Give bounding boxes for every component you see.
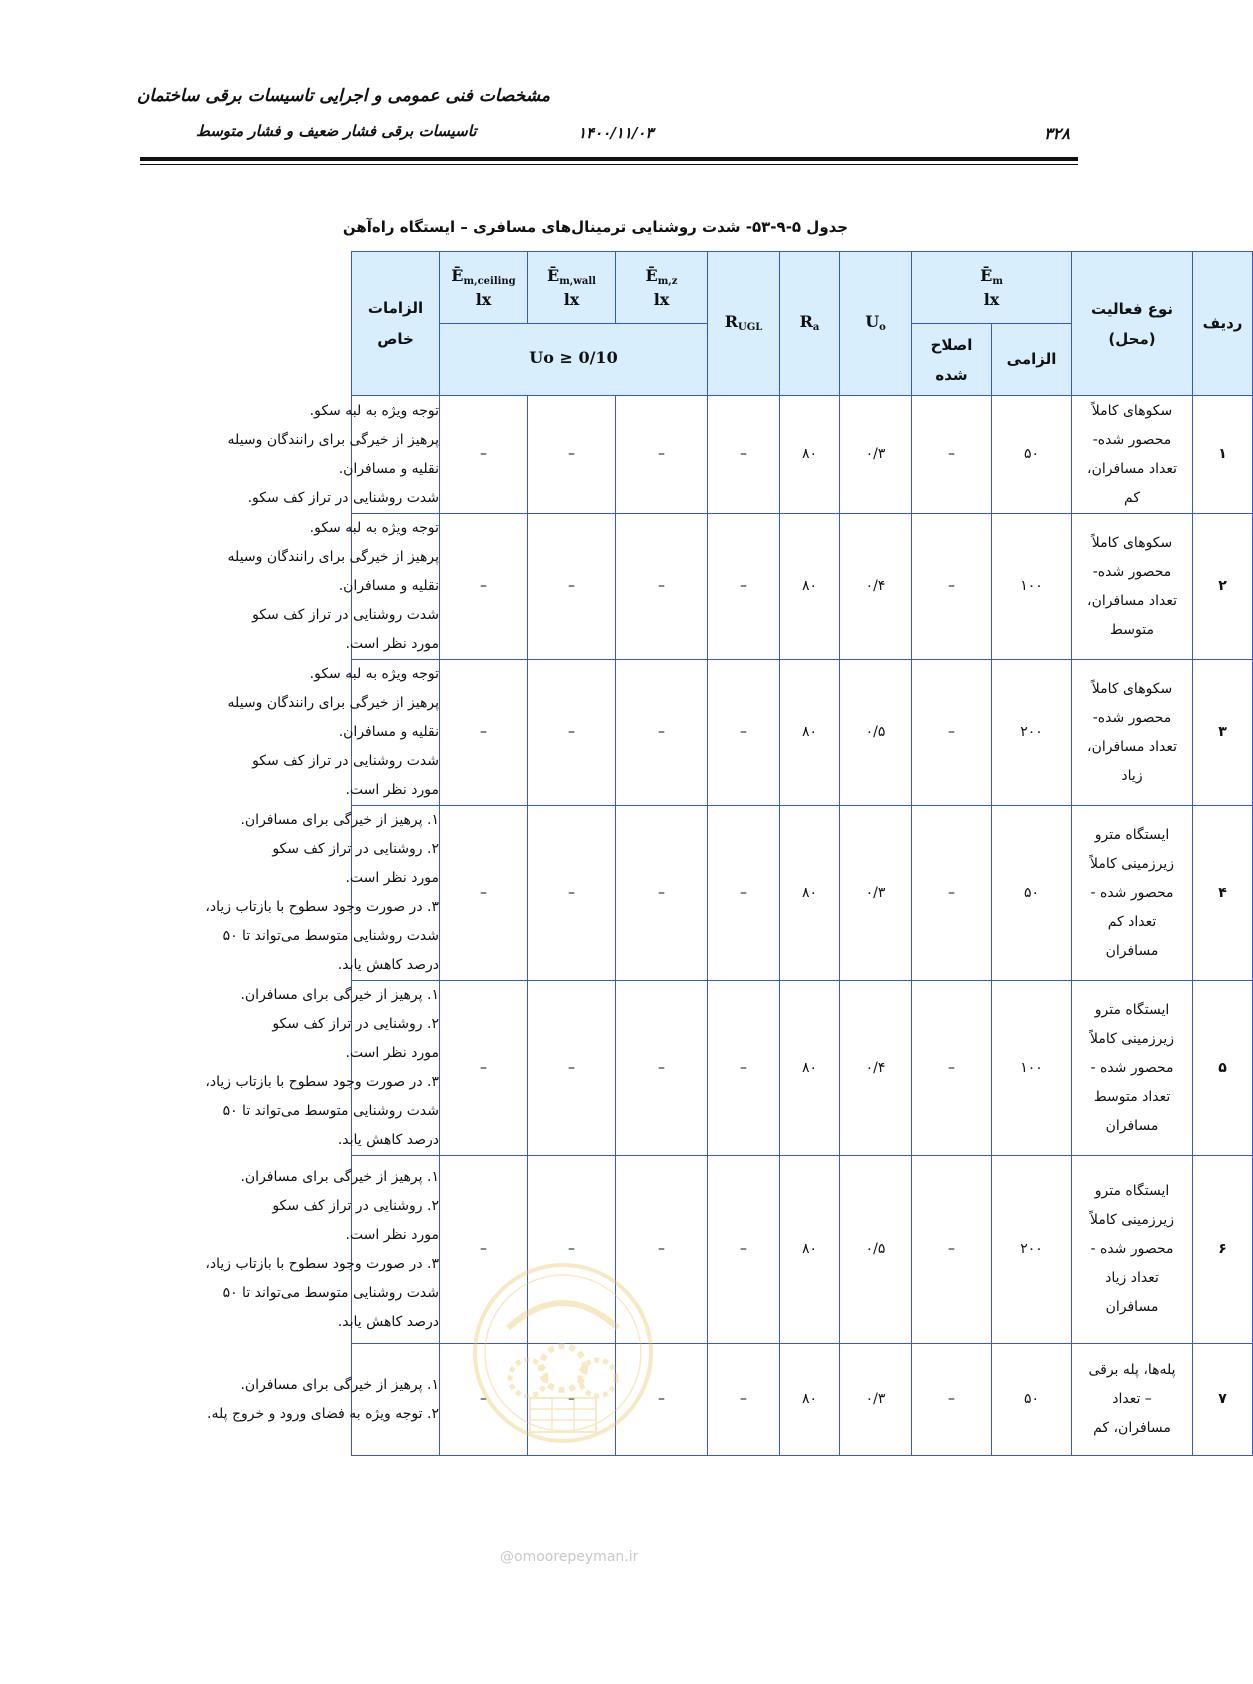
cell-line: درصد کاهش یابد. — [337, 1313, 439, 1330]
cell-line: شدت روشنایی متوسط می‌تواند تا ۵۰ — [222, 1103, 439, 1119]
cell-line: نقلیه و مسافران. — [338, 578, 439, 594]
cell-line: زیرزمینی کاملاً — [1090, 855, 1175, 872]
table-row — [72, 660, 1253, 806]
cell-em-required: ۱۰۰ — [992, 514, 1072, 660]
header-em: Ēm lx — [912, 252, 1072, 324]
document-subtitle: تاسیسات برقی فشار ضعیف و فشار متوسط — [196, 122, 477, 140]
cell-activity — [1072, 1156, 1193, 1344]
cell-line: تعداد زیاد — [1105, 1270, 1159, 1286]
cell-line: ۲. روشنایی در تراز کف سکو — [272, 1197, 439, 1214]
page-header — [0, 0, 1191, 180]
cell-emwall: – — [528, 514, 616, 660]
cell-line: پرهیز از خیرگی برای رانندگان وسیله — [227, 549, 439, 565]
cell-emceiling: – — [440, 1156, 528, 1344]
cell-rugl: – — [708, 660, 780, 806]
header-emwall: Ēm,wall lx — [528, 252, 616, 324]
cell-line: مورد نظر است. — [345, 782, 439, 798]
cell-emceiling: – — [440, 514, 528, 660]
cell-ra: ۸۰ — [780, 660, 840, 806]
cell-line: محصور شده - — [1090, 884, 1174, 901]
cell-line: درصد کاهش یابد. — [337, 957, 439, 973]
cell-emz: – — [616, 981, 708, 1156]
cell-requirements — [227, 396, 440, 514]
cell-line: مورد نظر است. — [345, 636, 439, 652]
header-requirements: الزامات خاص — [352, 252, 440, 396]
header-rugl: RUGL — [708, 252, 780, 396]
cell-line: ۱. پرهیز از خیرگی برای مسافران. — [240, 1168, 439, 1185]
cell-line: توجه ویژه به لبه سکو. — [309, 520, 439, 536]
cell-row-no: ۲ — [1193, 514, 1253, 660]
cell-emz: – — [616, 1156, 708, 1344]
header-emceiling: Ēm,ceiling lx — [440, 252, 528, 324]
cell-em-modified: – — [912, 981, 992, 1156]
header-uo: Uo — [840, 252, 912, 396]
header-rule-thin — [140, 164, 1078, 165]
table-row — [72, 981, 1253, 1156]
cell-uo: ۰/۵ — [840, 660, 912, 806]
cell-line: زیرزمینی کاملاً — [1090, 1030, 1175, 1047]
table-body — [72, 396, 1253, 1456]
cell-line: تعداد کم — [1107, 913, 1157, 930]
cell-emceiling: – — [440, 1344, 528, 1456]
cell-em-required: ۵۰ — [992, 806, 1072, 981]
cell-em-required: ۱۰۰ — [992, 981, 1072, 1156]
cell-activity — [1072, 514, 1193, 660]
cell-requirements — [207, 1344, 440, 1456]
cell-emwall: – — [528, 806, 616, 981]
cell-line: توجه ویژه به لبه سکو. — [309, 402, 439, 419]
document-title: مشخصات فنی عمومی و اجرایی تاسیسات برقی ساختمان — [136, 86, 550, 106]
cell-line: ایستگاه مترو — [1094, 826, 1170, 843]
cell-line: نقلیه و مسافران. — [338, 460, 439, 477]
cell-row-no: ۵ — [1193, 981, 1253, 1156]
watermark-site: @omoorepeyman.ir — [500, 1549, 639, 1565]
cell-rugl: – — [708, 806, 780, 981]
cell-emceiling: – — [440, 806, 528, 981]
cell-uo: ۰/۳ — [840, 1344, 912, 1456]
cell-line: ۱. پرهیز از خیرگی برای مسافران. — [240, 812, 439, 828]
cell-line: ۲. روشنایی در تراز کف سکو — [272, 841, 439, 857]
cell-line: مسافران — [1105, 1299, 1159, 1315]
cell-ra: ۸۰ — [780, 396, 840, 514]
cell-line: تعداد متوسط — [1093, 1088, 1171, 1105]
cell-ra: ۸۰ — [780, 1156, 840, 1344]
cell-emwall: – — [528, 981, 616, 1156]
cell-ra: ۸۰ — [780, 981, 840, 1156]
cell-line: متوسط — [1110, 621, 1154, 638]
table-row — [72, 1156, 1253, 1344]
cell-row-no: ۴ — [1193, 806, 1253, 981]
header-emz: Ēm,z lx — [616, 252, 708, 324]
cell-em-modified: – — [912, 396, 992, 514]
table-row — [72, 396, 1253, 514]
illuminance-table — [71, 251, 1253, 1456]
cell-line: ایستگاه مترو — [1094, 1183, 1170, 1199]
cell-row-no: ۶ — [1193, 1156, 1253, 1344]
cell-em-modified: – — [912, 806, 992, 981]
cell-line: سکوهای کاملاً — [1091, 402, 1173, 419]
cell-ra: ۸۰ — [780, 1344, 840, 1456]
cell-line: زیرزمینی کاملاً — [1090, 1212, 1175, 1228]
cell-line: پله‌ها، پله برقی — [1088, 1362, 1176, 1378]
cell-uo: ۰/۳ — [840, 806, 912, 981]
cell-line: ۲. روشنایی در تراز کف سکو — [272, 1016, 439, 1032]
table-caption: جدول ۵-۹-۵۳- شدت روشنایی ترمینال‌های مسافری – ایستگاه راه‌آهن — [342, 218, 849, 236]
cell-em-required: ۲۰۰ — [992, 660, 1072, 806]
cell-requirements — [205, 981, 440, 1156]
cell-emz: – — [616, 1344, 708, 1456]
page-number: ۳۲۸ — [1044, 124, 1070, 143]
document-date: ۱۴۰۰/۱۱/۰۳ — [578, 124, 654, 142]
cell-line: ۳. در صورت وجود سطوح با بازتاب زیاد، — [205, 899, 439, 915]
cell-line: شدت روشنایی متوسط می‌تواند تا ۵۰ — [222, 1284, 439, 1301]
cell-uo: ۰/۵ — [840, 1156, 912, 1344]
cell-rugl: – — [708, 981, 780, 1156]
cell-em-modified: – — [912, 660, 992, 806]
cell-emwall: – — [528, 396, 616, 514]
cell-row-no: ۳ — [1193, 660, 1253, 806]
cell-line: مورد نظر است. — [345, 870, 439, 886]
cell-em-required: ۲۰۰ — [992, 1156, 1072, 1344]
cell-activity — [1072, 396, 1193, 514]
cell-rugl: – — [708, 514, 780, 660]
header-uo-condition: Uo ≥ 0/10 — [440, 324, 708, 396]
cell-requirements — [205, 806, 440, 981]
cell-requirements — [227, 660, 440, 806]
cell-line: پرهیز از خیرگی برای رانندگان وسیله — [227, 695, 439, 711]
cell-line: درصد کاهش یابد. — [337, 1132, 439, 1148]
header-rule-thick — [140, 157, 1078, 161]
cell-ra: ۸۰ — [780, 514, 840, 660]
cell-uo: ۰/۴ — [840, 514, 912, 660]
cell-requirements — [227, 514, 440, 660]
cell-line: سکوهای کاملاً — [1091, 680, 1173, 697]
cell-emz: – — [616, 514, 708, 660]
cell-line: – تعداد — [1112, 1391, 1152, 1407]
cell-line: تعداد مسافران، — [1087, 460, 1177, 477]
cell-line: ۲. توجه ویژه به فضای ورود و خروج پله. — [207, 1405, 439, 1422]
cell-line: مسافران — [1105, 1117, 1159, 1134]
header-em-modified: اصلاح شده — [912, 324, 992, 396]
cell-emceiling: – — [440, 981, 528, 1156]
cell-em-modified: – — [912, 1344, 992, 1456]
cell-emz: – — [616, 660, 708, 806]
cell-activity — [1072, 806, 1193, 981]
cell-line: محصور شده - — [1090, 1059, 1174, 1076]
cell-line: ایستگاه مترو — [1094, 1001, 1170, 1018]
header-em-required: الزامی — [992, 324, 1072, 396]
cell-rugl: – — [708, 1344, 780, 1456]
cell-line: ۱. پرهیز از خیرگی برای مسافران. — [240, 1376, 439, 1393]
cell-line: زیاد — [1121, 767, 1143, 784]
cell-emwall: – — [528, 1344, 616, 1456]
cell-line: محصور شده- — [1092, 431, 1172, 448]
cell-activity — [1072, 981, 1193, 1156]
cell-emz: – — [616, 396, 708, 514]
cell-line: شدت روشنایی در تراز کف سکو. — [247, 489, 439, 506]
header-row-no: ردیف — [1193, 252, 1253, 396]
cell-emceiling: – — [440, 396, 528, 514]
cell-line: مورد نظر است. — [345, 1226, 439, 1243]
cell-emceiling: – — [440, 660, 528, 806]
cell-line: ۳. در صورت وجود سطوح با بازتاب زیاد، — [205, 1255, 439, 1272]
cell-line: مسافران، کم — [1093, 1420, 1171, 1436]
cell-line: تعداد مسافران، — [1087, 592, 1177, 609]
cell-activity — [1072, 660, 1193, 806]
cell-line: شدت روشنایی در تراز کف سکو — [252, 753, 439, 769]
cell-line: کم — [1124, 489, 1140, 506]
cell-emwall: – — [528, 660, 616, 806]
cell-line: پرهیز از خیرگی برای رانندگان وسیله — [227, 431, 439, 448]
cell-row-no: ۱ — [1193, 396, 1253, 514]
cell-line: شدت روشنایی در تراز کف سکو — [252, 607, 439, 623]
cell-emwall: – — [528, 1156, 616, 1344]
cell-emz: – — [616, 806, 708, 981]
cell-row-no: ۷ — [1193, 1344, 1253, 1456]
table-row — [72, 1344, 1253, 1456]
cell-em-modified: – — [912, 514, 992, 660]
cell-line: تعداد مسافران، — [1087, 738, 1177, 755]
cell-em-modified: – — [912, 1156, 992, 1344]
cell-line: محصور شده - — [1090, 1241, 1174, 1257]
header-activity: نوع فعالیت (محل) — [1072, 252, 1193, 396]
cell-ra: ۸۰ — [780, 806, 840, 981]
cell-em-required: ۵۰ — [992, 396, 1072, 514]
cell-line: مورد نظر است. — [345, 1045, 439, 1061]
table-row — [72, 514, 1253, 660]
cell-activity — [1072, 1344, 1193, 1456]
cell-line: ۱. پرهیز از خیرگی برای مسافران. — [240, 987, 439, 1003]
cell-em-required: ۵۰ — [992, 1344, 1072, 1456]
cell-line: نقلیه و مسافران. — [338, 724, 439, 740]
cell-rugl: – — [708, 1156, 780, 1344]
cell-requirements — [205, 1156, 440, 1344]
cell-uo: ۰/۳ — [840, 396, 912, 514]
header-ra: Ra — [780, 252, 840, 396]
table-row — [72, 806, 1253, 981]
cell-line: ۳. در صورت وجود سطوح با بازتاب زیاد، — [205, 1074, 439, 1090]
cell-line: محصور شده- — [1092, 563, 1172, 580]
cell-line: توجه ویژه به لبه سکو. — [309, 666, 439, 682]
cell-uo: ۰/۴ — [840, 981, 912, 1156]
cell-line: سکوهای کاملاً — [1091, 534, 1173, 551]
cell-line: مسافران — [1105, 942, 1159, 959]
cell-line: شدت روشنایی متوسط می‌تواند تا ۵۰ — [222, 928, 439, 944]
cell-rugl: – — [708, 396, 780, 514]
cell-line: محصور شده- — [1092, 709, 1172, 726]
